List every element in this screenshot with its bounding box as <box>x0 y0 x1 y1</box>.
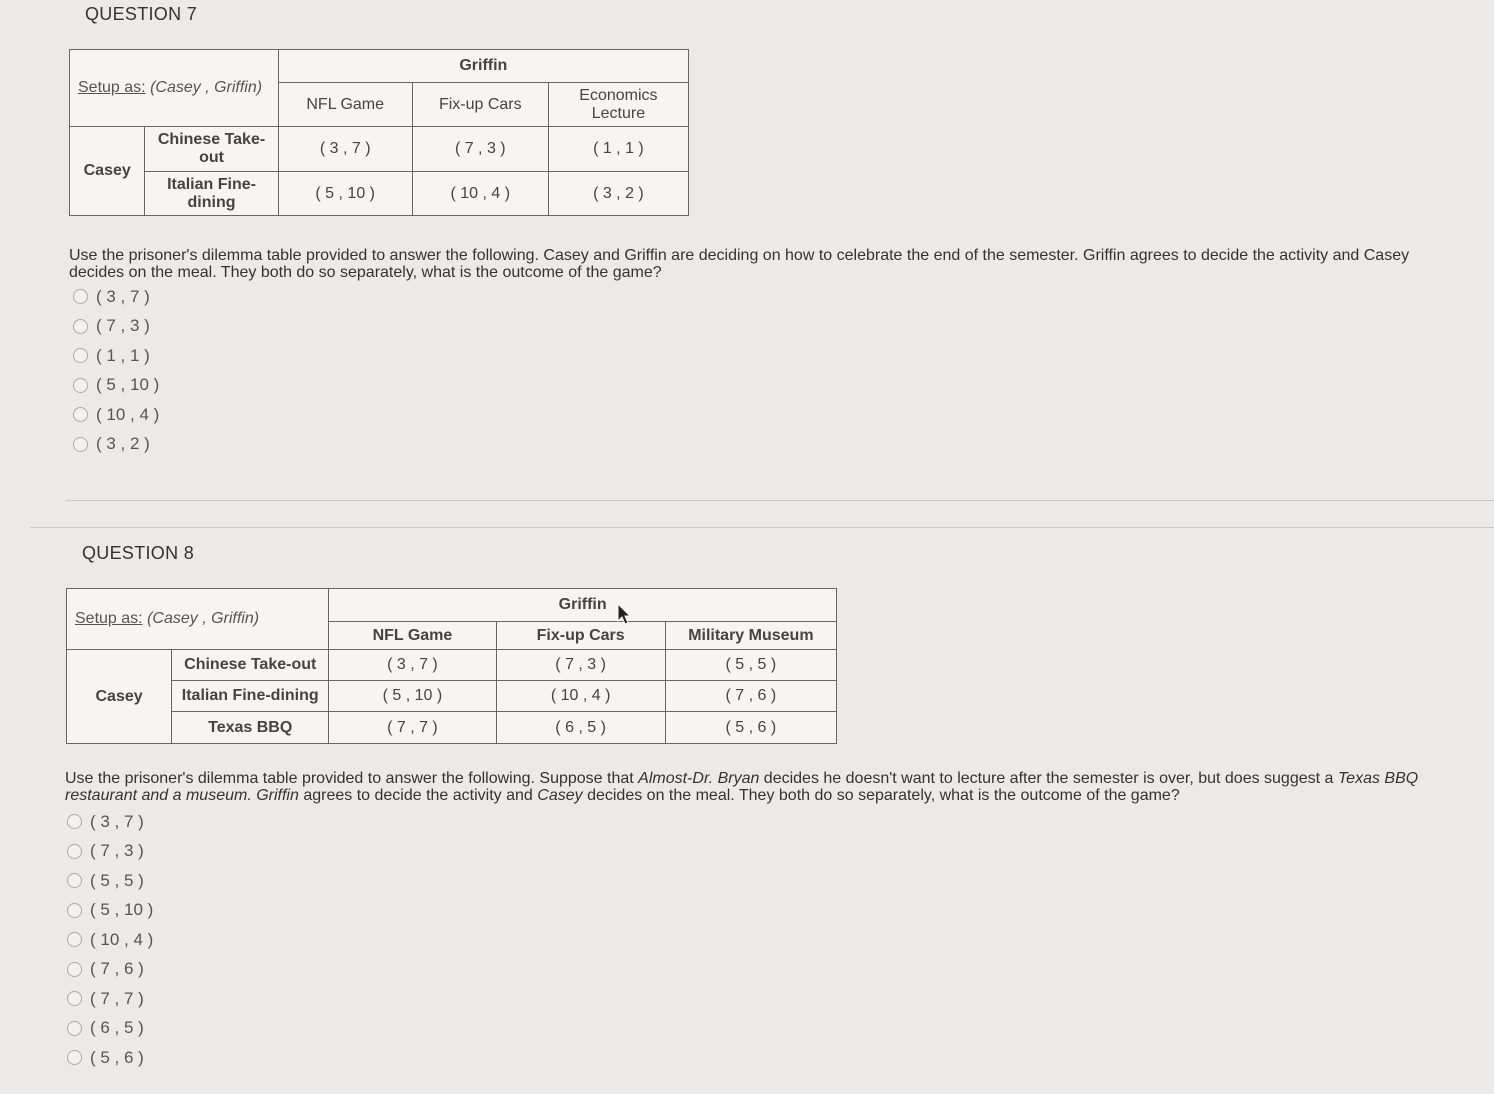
radio-icon[interactable] <box>73 289 88 304</box>
q7-col-player: Griffin <box>278 50 688 83</box>
q8-row-header: Texas BBQ <box>172 712 329 744</box>
q8-row-player: Casey <box>67 650 172 744</box>
q8-setup-players: (Casey , Griffin) <box>147 610 260 627</box>
q8-cell: ( 7 , 7 ) <box>329 712 496 744</box>
option-label: ( 7 , 3 ) <box>96 316 150 336</box>
q8-option[interactable] <box>67 1043 153 1073</box>
question-8-title: QUESTION 8 <box>82 543 195 563</box>
q7-prompt: Use the prisoner's dilemma table provided to answer the following. Casey and Griffin are deciding on how to celebrate the end of the semester. Griffin agrees to decide the activity and Casey decides on the meal. They both do so separately, what is the outcome of the game? <box>69 247 1410 281</box>
q7-cell: ( 1 , 1 ) <box>548 127 688 172</box>
q7-option[interactable] <box>73 282 159 312</box>
option-label: ( 3 , 7 ) <box>96 286 150 306</box>
option-label: ( 5 , 10 ) <box>90 900 154 920</box>
q8-prompt-text: decides he doesn't want to lecture after the semester is over, but does suggest a <box>759 770 1338 787</box>
radio-icon[interactable] <box>67 873 82 888</box>
radio-icon[interactable] <box>73 407 88 422</box>
radio-icon[interactable] <box>73 319 88 334</box>
q8-col-header: Fix-up Cars <box>496 622 665 650</box>
q8-prompt <box>65 770 1455 804</box>
q8-option[interactable] <box>67 925 153 955</box>
divider <box>30 527 1494 528</box>
q7-option[interactable] <box>73 312 159 342</box>
q8-col-header: NFL Game <box>329 622 496 650</box>
q7-cell: ( 3 , 2 ) <box>548 172 688 216</box>
q7-cell: ( 7 , 3 ) <box>412 127 548 172</box>
q8-setup-link[interactable]: Setup as: <box>75 610 143 627</box>
option-label: ( 7 , 3 ) <box>90 841 144 861</box>
q8-row-header: Italian Fine-dining <box>172 681 329 712</box>
q7-payoff-table <box>69 49 689 216</box>
option-label: ( 5 , 6 ) <box>90 1047 144 1067</box>
q8-option[interactable] <box>67 984 153 1014</box>
q8-option[interactable] <box>67 955 153 985</box>
q7-col-header: Fix-up Cars <box>412 83 548 127</box>
q8-row-header: Chinese Take-out <box>172 650 329 681</box>
q7-col-header: NFL Game <box>278 83 412 127</box>
q8-prompt-text: Texas BBQ restaurant and a museum. Griffin <box>65 770 1419 804</box>
radio-icon[interactable] <box>73 348 88 363</box>
q8-cell: ( 7 , 6 ) <box>665 681 836 712</box>
q7-col-header: Economics Lecture <box>548 83 688 127</box>
option-label: ( 5 , 10 ) <box>96 375 160 395</box>
option-label: ( 5 , 5 ) <box>90 870 144 890</box>
q7-option[interactable] <box>73 371 159 401</box>
q8-options <box>67 807 153 1073</box>
q7-setup-players: (Casey , Griffin) <box>150 79 263 96</box>
question-7-title: QUESTION 7 <box>85 4 198 24</box>
q8-option[interactable] <box>67 837 153 867</box>
q7-row-header: Italian Fine-dining <box>145 172 278 216</box>
radio-icon[interactable] <box>67 903 82 918</box>
q8-payoff-table <box>66 588 837 744</box>
q8-col-header: Military Museum <box>665 622 836 650</box>
divider <box>66 500 1494 501</box>
option-label: ( 7 , 6 ) <box>90 959 144 979</box>
q8-prompt-text: Use the prisoner's dilemma table provided to answer the following. Suppose that <box>65 770 639 787</box>
option-label: ( 10 , 4 ) <box>96 404 160 424</box>
q7-option[interactable] <box>73 400 159 430</box>
q7-cell: ( 10 , 4 ) <box>412 172 548 216</box>
q8-option[interactable] <box>67 896 153 926</box>
q7-options <box>73 282 159 459</box>
option-label: ( 7 , 7 ) <box>90 988 144 1008</box>
radio-icon[interactable] <box>73 437 88 452</box>
q7-option[interactable] <box>73 341 159 371</box>
q8-option[interactable] <box>67 866 153 896</box>
q8-setup-cell <box>67 589 329 650</box>
q7-setup-link[interactable]: Setup as: <box>78 79 146 96</box>
radio-icon[interactable] <box>67 932 82 947</box>
q7-row-header: Chinese Take-out <box>145 127 278 172</box>
option-label: ( 3 , 2 ) <box>96 434 150 454</box>
q8-cell: ( 5 , 10 ) <box>329 681 496 712</box>
q7-option[interactable] <box>73 430 159 460</box>
q8-prompt-text: Casey <box>537 787 583 804</box>
radio-icon[interactable] <box>67 814 82 829</box>
q8-prompt-text: decides on the meal. They both do so separately, what is the outcome of the game? <box>582 787 1180 804</box>
q8-cell: ( 5 , 5 ) <box>665 650 836 681</box>
option-label: ( 10 , 4 ) <box>90 929 154 949</box>
radio-icon[interactable] <box>67 991 82 1006</box>
mouse-pointer-icon <box>617 603 633 627</box>
q7-row-player: Casey <box>70 127 145 216</box>
q8-cell: ( 6 , 5 ) <box>496 712 665 744</box>
q8-option[interactable] <box>67 807 153 837</box>
q7-cell: ( 5 , 10 ) <box>278 172 412 216</box>
option-label: ( 1 , 1 ) <box>96 345 150 365</box>
q7-setup-cell <box>70 50 279 127</box>
q8-col-player: Griffin <box>329 589 837 622</box>
option-label: ( 6 , 5 ) <box>90 1018 144 1038</box>
q8-prompt-text: Almost-Dr. Bryan <box>638 770 760 787</box>
option-label: ( 3 , 7 ) <box>90 811 144 831</box>
q8-option[interactable] <box>67 1014 153 1044</box>
radio-icon[interactable] <box>73 378 88 393</box>
radio-icon[interactable] <box>67 1050 82 1065</box>
q8-cell: ( 3 , 7 ) <box>329 650 496 681</box>
q7-cell: ( 3 , 7 ) <box>278 127 412 172</box>
q8-prompt-text: agrees to decide the activity and <box>298 787 538 804</box>
q8-cell: ( 10 , 4 ) <box>496 681 665 712</box>
q8-cell: ( 5 , 6 ) <box>665 712 836 744</box>
radio-icon[interactable] <box>67 962 82 977</box>
radio-icon[interactable] <box>67 1021 82 1036</box>
q8-cell: ( 7 , 3 ) <box>496 650 665 681</box>
radio-icon[interactable] <box>67 844 82 859</box>
